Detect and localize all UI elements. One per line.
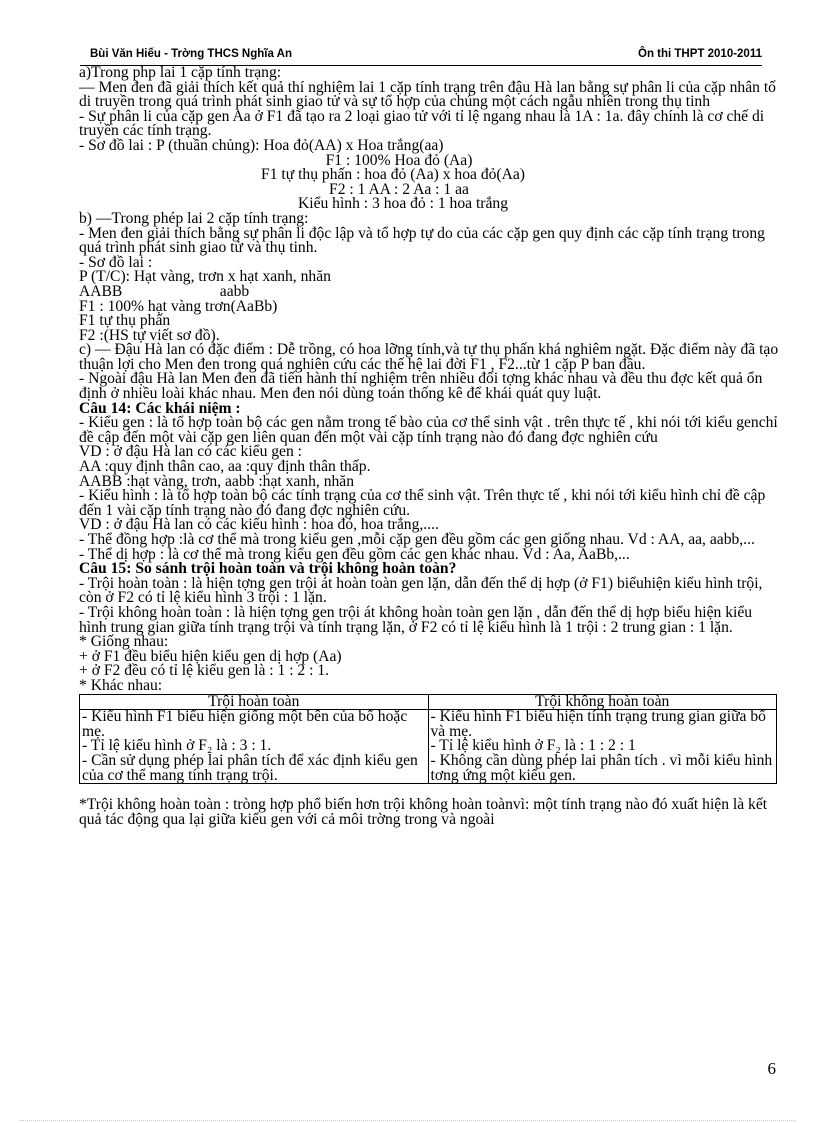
text-line: - Sơ đồ lai : P (thuần chủng): Hoa đỏ(AA) x Hoa trắng(aa) (79, 136, 444, 154)
text-line: AABB aabb (79, 282, 250, 300)
cell-line: - Kiểu hình F1 biểu hiện giống một bên của bố hoặc mẹ. (82, 708, 408, 740)
table-cell (428, 710, 777, 784)
text-line: AA :quy định thân cao, aa :quy định thân thấp. (79, 458, 371, 476)
text-line: F2 : 1 AA : 2 Aa : 1 aa (329, 180, 469, 198)
text-line: - Ngoài đậu Hà lan Men đen đã tiến hành thí nghiệm trên nhiều đối tợng khác nhau và đều thu đợc kết quả ổn định ở nhiều loài khác nhau. Men đen nói dùng toán thống kê để khái quát quy luật. (79, 370, 763, 403)
text-line: - Kiểu gen : là tổ hợp toàn bộ các gen nằm trong tế bào của cơ thể sinh vật . trên thực tế , khi nói tới kiểu genchỉ đề cập đến một vài cặp gen liên quan đến một vài cặp tính trạng nào đó đang đợc nghiên cứu (79, 414, 778, 446)
section-heading: Câu 15: So sánh trội hoàn toàn và trội không hoàn toàn? (79, 560, 457, 578)
text-line: VD : ở đậu Hà lan có các kiểu gen : (79, 443, 303, 461)
cell-line: - Tỉ lệ kiểu hình ở F₂ là : 3 : 1. (82, 737, 272, 755)
page-bottom-rule (20, 1120, 796, 1121)
text-line: * Khác nhau: (79, 676, 163, 694)
text-line: AABB :hạt vàng, trơn, aabb :hạt xanh, nhăn (79, 472, 355, 490)
cell-line: - Kiểu hình F1 biểu hiện tính trạng trung gian giữa bố và mẹ. (430, 708, 766, 740)
text-line: + ở F1 đều biểu hiện kiểu gen dị hợp (Aa) (79, 647, 342, 665)
text-line: a)Trong php lai 1 cặp tính trạng: (79, 64, 282, 81)
text-line: VD : ở đậu Hà lan có các kiểu hình : hoa đỏ, hoa trắng,.... (79, 516, 439, 534)
text-line: - Trội hoàn toàn : là hiện tợng gen trội át hoàn toàn gen lặn, dẫn đến thể dị hợp (ở F1) biểuhiện kiểu hình trội, còn ở F2 có tỉ lệ kiểu hình 3 trội : 1 lặn. (79, 574, 763, 607)
table-cell (80, 710, 429, 784)
table-row (80, 710, 777, 784)
text-line: F1 : 100% Hoa đỏ (Aa) (325, 151, 473, 169)
cell-line: - Tỉ lệ kiểu hình ở F₂ là : 1 : 2 : 1 (430, 737, 636, 755)
text-line: - Trội không hoàn toàn : là hiện tợng gen trội át không hoàn toàn gen lặn , dẫn đến thể dị hợp biểu hiện kiểu hình trung gian giữa tính trạng trội và tính trạng lặn, ở F2 có tỉ lệ kiểu hình là 1 trội : 2 trung gian : 1 lặn. (79, 603, 753, 636)
text-line: * Giống nhau: (79, 633, 169, 651)
text-line: - Kiểu hình : là tổ hợp toàn bộ các tính trạng của cơ thể sinh vật. Trên thực tế , khi nói tới kiểu hình chỉ đề cập đến 1 vài cặp tính trạng nào đó đang đợc nghiên cứu. (79, 487, 766, 519)
table-header: Trội không hoàn toàn (428, 694, 777, 710)
table-header: Trội hoàn toàn (80, 694, 429, 710)
text-line: - Men đen giải thích bằng sự phân li độc lập và tổ hợp tự do của các cặp gen quy định các cặp tính trạng trong quá trình phát sinh giao tử và thụ tinh. (79, 224, 765, 257)
text-line: Kiểu hình : 3 hoa đỏ : 1 hoa trắng (297, 195, 509, 213)
page-number: 6 (767, 1059, 776, 1078)
text-line: - Sự phân li của cặp gen Aa ở F1 đã tạo ra 2 loại giao tử với tỉ lệ ngang nhau là 1A : 1a. đây chính là cơ chế di truyền các tính trạng. (79, 107, 765, 140)
text-line: c) –– Đậu Hà lan có đặc điểm : Dễ trồng, có hoa lỡng tính,và tự thụ phấn khá nghiêm ngặt. Đặc điểm này đã tạo thuận lợi cho Men đen trong quá nghiên cứu các thế hệ lai đời F1 , F2...từ 1 cặp P ban đầu. (79, 341, 779, 373)
comparison-table (79, 694, 777, 785)
text-line: + ở F2 đều có tỉ lệ kiểu gen là : 1 : 2 : 1. (79, 662, 330, 680)
text-line: F1 tự thụ phấn : hoa đỏ (Aa) x hoa đỏ(Aa) (261, 166, 525, 184)
text-line: F1 tự thụ phấn (79, 312, 171, 330)
text-line: P (T/C): Hạt vàng, trơn x hạt xanh, nhăn (79, 268, 331, 286)
cell-line: - Không cần dùng phép lai phân tích . vì mỗi kiểu hình tơng ứng một kiểu gen. (430, 751, 773, 784)
text-line: b) ––Trong phép lai 2 cặp tính trạng: (79, 209, 309, 227)
text-line: - Thể đồng hợp :là cơ thể mà trong kiểu gen ,mỗi cặp gen đều gồm các gen giống nhau. Vd : AA, aa, aabb,... (79, 531, 755, 548)
text-line: - Sơ đồ lai : (79, 253, 153, 271)
text-line: F1 : 100% hạt vàng trơn(AaBb) (79, 297, 278, 315)
text-line: - Thể dị hợp : là cơ thể mà trong kiểu gen đều gồm các gen khác nhau. Vd : Aa, AaBb,... (79, 545, 630, 563)
section-heading: Câu 14: Các khái niệm : (79, 399, 241, 417)
document-body (79, 66, 779, 827)
closing-paragraph: *Trội không hoàn toàn : tròng hợp phổ biến hơn trội không hoàn toànvì: một tính trạng nào đó xuất hiện là kết quả tác động qua lại giữa kiểu gen với cả môi trờng trong và ngoài (79, 796, 768, 828)
text-line: F2 :(HS tự viết sơ đồ). (79, 326, 220, 344)
header-author: Bùi Văn Hiếu - Trờng THCS Nghĩa An (90, 48, 292, 60)
cell-line: - Cần sử dụng phép lai phân tích để xác định kiểu gen của cơ thể mang tính trạng trội. (82, 751, 418, 784)
header-course: Ôn thi THPT 2010-2011 (638, 48, 762, 60)
text-line: –– Men đen đã giải thích kết quả thí nghiệm lai 1 cặp tính trạng trên đậu Hà lan bằng sự phân li của cặp nhân tố di truyền trong quá trình phát sinh giao tử và sự tổ hợp của chúng một cách ngẫu nhiên trong thụ tinh (79, 78, 776, 111)
